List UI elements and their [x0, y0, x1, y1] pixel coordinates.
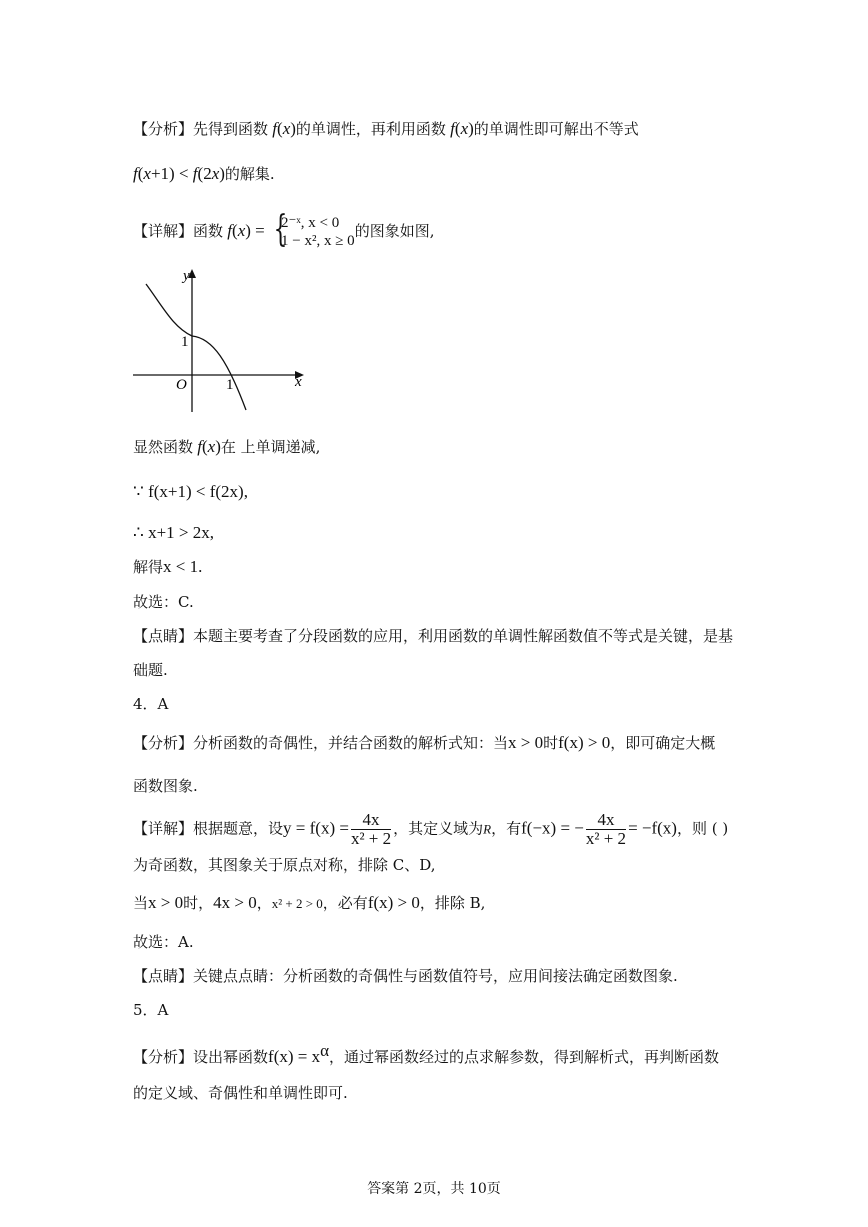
- curve-left: [146, 284, 192, 336]
- q3-because: ∵ f(x+1) < f(2x),: [133, 482, 248, 501]
- page-footer: 答案第 2页，共 10页: [367, 1181, 501, 1197]
- fraction-4x: $\frac{4x}{\text{x² + 2}}$: [350, 810, 392, 848]
- q3-solve: 解得x < 1.: [133, 557, 203, 576]
- q4-choice: 故选：A.: [133, 933, 194, 951]
- detail-tag: 【详解】: [133, 222, 194, 240]
- fraction-4x-neg: $\frac{4x}{\text{x² + 2}}$: [585, 810, 627, 848]
- q4-analysis-line2: 函数图象.: [133, 777, 198, 795]
- x-label: x: [295, 374, 302, 390]
- q4-detail-line1: 【详解】根据题意，设y = f(x) = $\frac{4x}{\text{x² + 2}}$ ，其定义域为R，有f(−x) = − $\frac{4x}{\text{x² + 2}}$ = −f(x)，则 ( ): [133, 810, 729, 848]
- q3-comment-2: 础题.: [133, 661, 168, 679]
- q3-obvious: 显然函数 f(x)在 上单调递减,: [133, 437, 321, 456]
- q4-comment: 【点睛】关键点点睛：分析函数的奇偶性与函数值符号，应用间接法确定函数图象.: [133, 967, 678, 985]
- y-label: y: [183, 268, 190, 284]
- curve-right: [192, 336, 246, 410]
- x-tick-1: 1: [226, 377, 234, 393]
- q5-analysis-line1: 【分析】设出幂函数$f(x) = x^\alpha$，通过幂函数经过的点求解参数，得到解析式，再判断函数: [133, 1041, 720, 1066]
- y-tick-1: 1: [181, 334, 189, 350]
- q3-comment-1: 【点睛】本题主要考查了分段函数的应用，利用函数的单调性解函数值不等式是关键，是基: [133, 627, 734, 645]
- q5-analysis-line2: 的定义域、奇偶性和单调性即可.: [133, 1084, 348, 1102]
- q3-detail-line: 【详解】函数 f(x) = { 2⁻ˣ, x < 0 1 − x², x ≥ 0 的图象如图,: [133, 209, 435, 250]
- origin-label: O: [176, 377, 187, 393]
- q5-number: 5．A: [133, 1001, 169, 1019]
- q3-analysis-line1: 【分析】先得到函数 f(x)的单调性，再利用函数 f(x)的单调性即可解出不等式: [133, 119, 639, 138]
- q3-choice: 故选：C.: [133, 593, 194, 611]
- function-graph: [128, 262, 308, 412]
- q3-analysis-line2: f(x+1) < f(2x)的解集.: [133, 164, 275, 183]
- q3-therefore: ∴ x+1 > 2x,: [133, 523, 214, 542]
- q4-number: 4．A: [133, 695, 169, 713]
- analysis-tag: 【分析】: [133, 120, 194, 138]
- q4-when-line: 当x > 0时，4x > 0，x² + 2 > 0，必有f(x) > 0，排除 B,: [133, 893, 486, 912]
- q4-detail-line2: 为奇函数，其图象关于原点对称，排除 C、D,: [133, 856, 436, 874]
- piecewise-definition: { 2⁻ˣ, x < 0 1 − x², x ≥ 0: [273, 209, 355, 250]
- q4-analysis-line1: 【分析】分析函数的奇偶性，并结合函数的解析式知：当x > 0时f(x) > 0，即可确定大概: [133, 733, 716, 752]
